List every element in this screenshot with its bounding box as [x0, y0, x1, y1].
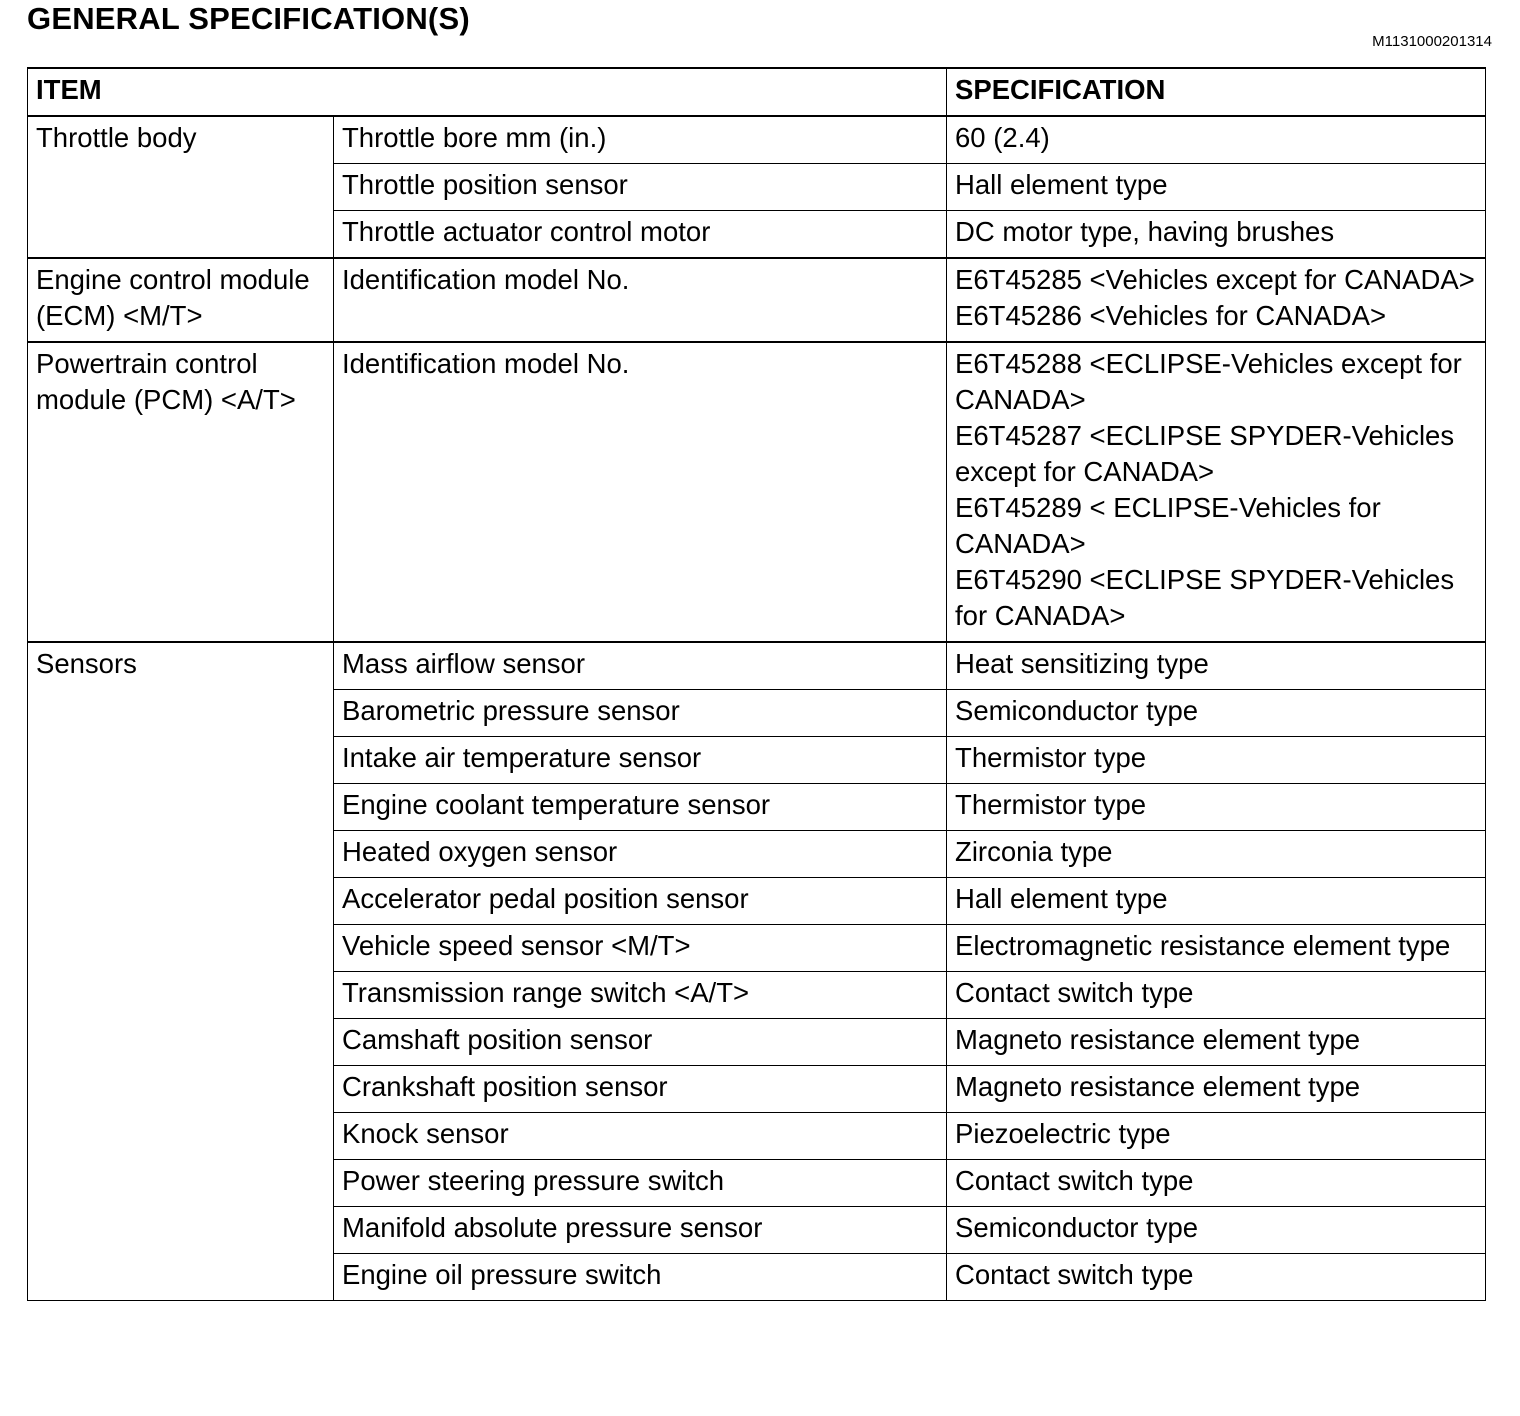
specification-cell: Piezoelectric type [947, 1113, 1486, 1160]
specification-cell: Electromagnetic resistance element type [947, 925, 1486, 972]
item-cell: Vehicle speed sensor <M/T> [334, 925, 947, 972]
group-name-cell: Powertrain control module (PCM) <A/T> [28, 342, 334, 642]
table-row [28, 258, 1486, 342]
specification-cell: Contact switch type [947, 1160, 1486, 1207]
specification-cell: E6T45288 <ECLIPSE-Vehicles except for CANADA> E6T45287 <ECLIPSE SPYDER-Vehicles except for CANADA> E6T45289 < ECLIPSE-Vehicles for CANADA> E6T45290 <ECLIPSE SPYDER-Vehicles for CANADA> [947, 342, 1486, 642]
specification-cell: Semiconductor type [947, 690, 1486, 737]
table-header-row [28, 68, 1486, 116]
document-id: M1131000201314 [1372, 33, 1492, 50]
specification-cell: Thermistor type [947, 784, 1486, 831]
specification-cell: Magneto resistance element type [947, 1019, 1486, 1066]
header-specification: SPECIFICATION [947, 68, 1486, 116]
specification-cell: Semiconductor type [947, 1207, 1486, 1254]
specification-cell: Heat sensitizing type [947, 642, 1486, 690]
item-cell: Heated oxygen sensor [334, 831, 947, 878]
header-item: ITEM [28, 68, 947, 116]
specification-cell: Zirconia type [947, 831, 1486, 878]
specification-cell: DC motor type, having brushes [947, 211, 1486, 259]
item-cell: Transmission range switch <A/T> [334, 972, 947, 1019]
specification-cell: 60 (2.4) [947, 116, 1486, 164]
item-cell: Crankshaft position sensor [334, 1066, 947, 1113]
group-name-cell: Engine control module (ECM) <M/T> [28, 258, 334, 342]
table-body [28, 116, 1486, 1301]
specification-cell: Contact switch type [947, 972, 1486, 1019]
item-cell: Camshaft position sensor [334, 1019, 947, 1066]
item-cell: Knock sensor [334, 1113, 947, 1160]
specification-table [27, 67, 1486, 1301]
group-name-cell: Throttle body [28, 116, 334, 258]
item-cell: Barometric pressure sensor [334, 690, 947, 737]
specification-cell: Magneto resistance element type [947, 1066, 1486, 1113]
item-cell: Identification model No. [334, 258, 947, 342]
item-cell: Mass airflow sensor [334, 642, 947, 690]
item-cell: Intake air temperature sensor [334, 737, 947, 784]
item-cell: Throttle bore mm (in.) [334, 116, 947, 164]
table-row [28, 116, 1486, 164]
item-cell: Throttle actuator control motor [334, 211, 947, 259]
item-cell: Throttle position sensor [334, 164, 947, 211]
item-cell: Engine coolant temperature sensor [334, 784, 947, 831]
table-row [28, 342, 1486, 642]
item-cell: Power steering pressure switch [334, 1160, 947, 1207]
page-title: GENERAL SPECIFICATION(S) [27, 1, 470, 36]
item-cell: Engine oil pressure switch [334, 1254, 947, 1301]
item-cell: Accelerator pedal position sensor [334, 878, 947, 925]
specification-cell: Hall element type [947, 164, 1486, 211]
item-cell: Manifold absolute pressure sensor [334, 1207, 947, 1254]
specification-cell: Contact switch type [947, 1254, 1486, 1301]
item-cell: Identification model No. [334, 342, 947, 642]
group-name-cell: Sensors [28, 642, 334, 1301]
specification-cell: E6T45285 <Vehicles except for CANADA> E6T45286 <Vehicles for CANADA> [947, 258, 1486, 342]
specification-cell: Hall element type [947, 878, 1486, 925]
specification-cell: Thermistor type [947, 737, 1486, 784]
table-row [28, 642, 1486, 690]
